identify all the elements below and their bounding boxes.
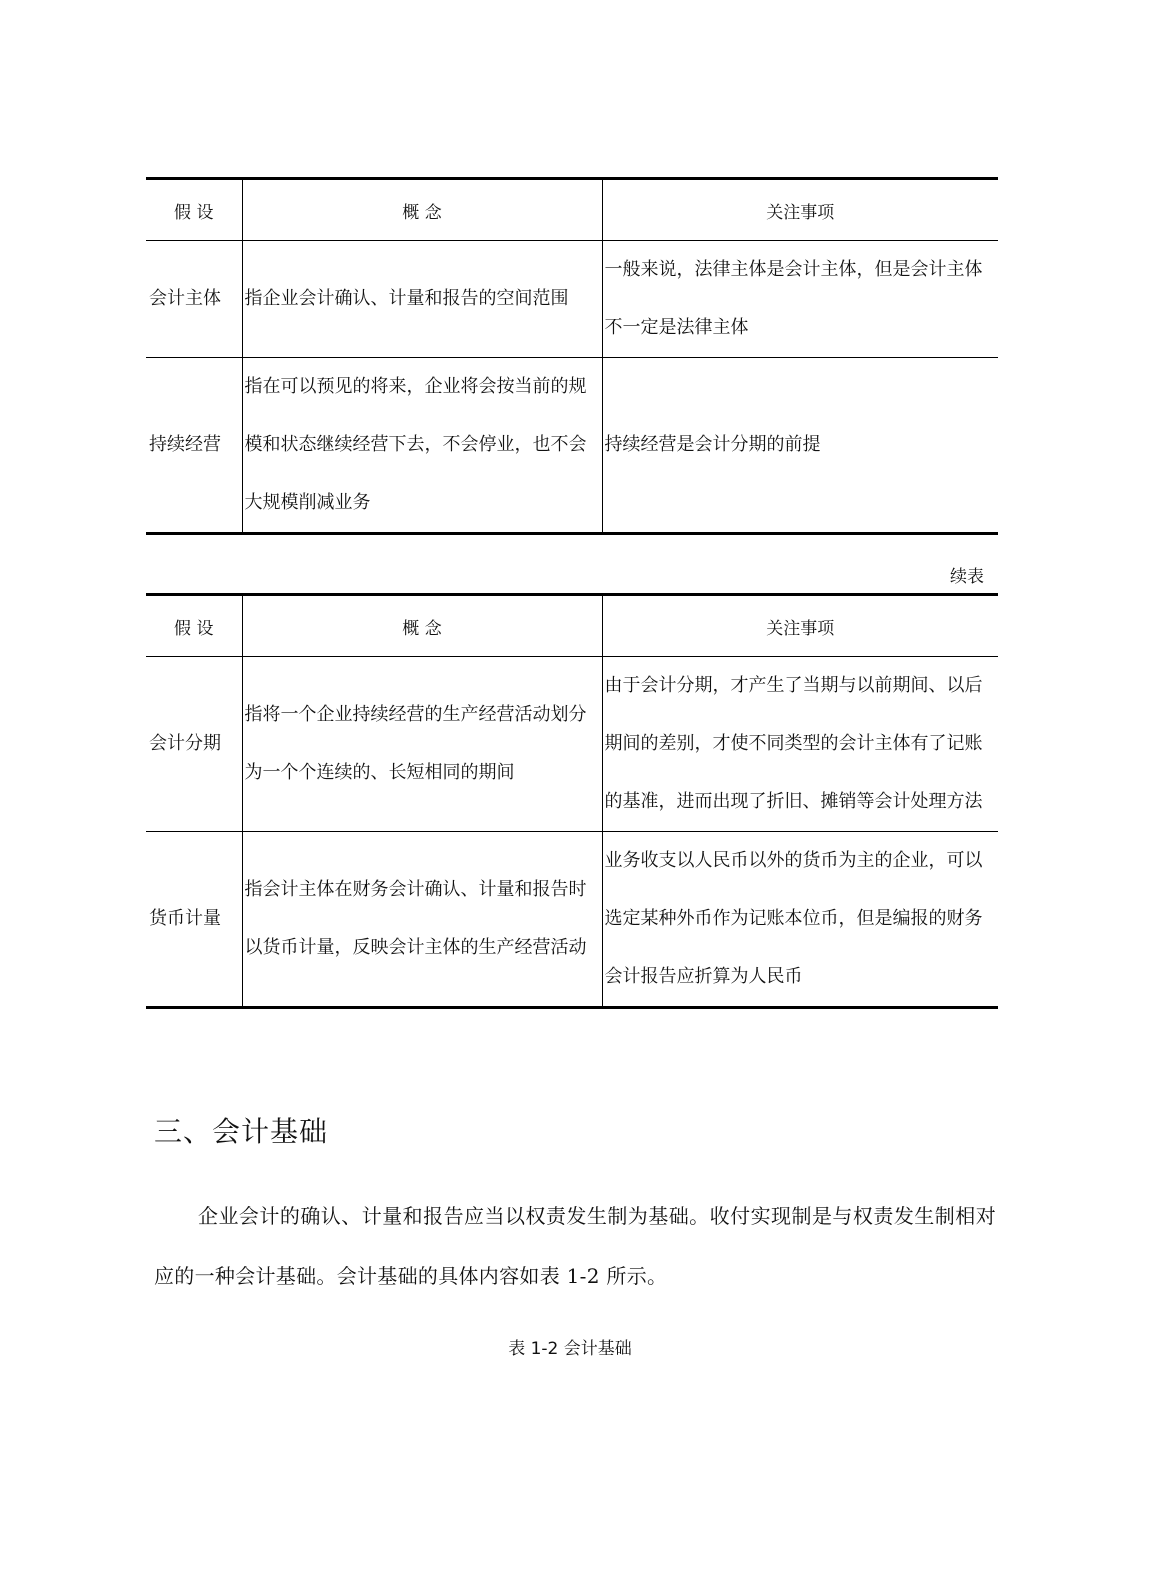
header-concept: 概 念 <box>242 595 602 657</box>
header-assumption: 假 设 <box>146 595 242 657</box>
row-notes-accounting-period: 由于会计分期，才产生了当期与以前期间、以后期间的差别，才使不同类型的会计主体有了记账的基准，进而出现了折旧、摊销等会计处理方法 <box>602 657 998 832</box>
row-assumption-monetary-measurement: 货币计量 <box>146 832 242 1008</box>
table-caption: 表 1-2 会计基础 <box>508 1339 632 1359</box>
header-concept: 概 念 <box>242 179 602 241</box>
row-concept-accounting-period: 指将一个企业持续经营的生产经营活动划分为一个个连续的、长短相同的期间 <box>242 657 602 832</box>
table-row <box>146 832 998 1008</box>
header-assumption: 假 设 <box>146 179 242 241</box>
row-concept-going-concern: 指在可以预见的将来，企业将会按当前的规模和状态继续经营下去，不会停业，也不会大规模削减业务 <box>242 358 602 534</box>
assumptions-table-part-1 <box>146 177 998 535</box>
table-header-row <box>146 595 998 657</box>
header-notes: 关注事项 <box>602 595 998 657</box>
header-notes: 关注事项 <box>602 179 998 241</box>
continued-table-label: 续表 <box>950 567 984 587</box>
section-heading: 三、会计基础 <box>154 1115 329 1148</box>
row-notes-going-concern: 持续经营是会计分期的前提 <box>602 358 998 534</box>
row-assumption-accounting-period: 会计分期 <box>146 657 242 832</box>
body-paragraph: 企业会计的确认、计量和报告应当以权责发生制为基础。收付实现制是与权责发生制相对应的一种会计基础。会计基础的具体内容如表 1-2 所示。 <box>154 1204 996 1288</box>
row-assumption-going-concern: 持续经营 <box>146 358 242 534</box>
row-notes-monetary-measurement: 业务收支以人民币以外的货币为主的企业，可以选定某种外币作为记账本位币，但是编报的财务会计报告应折算为人民币 <box>602 832 998 1008</box>
row-notes-accounting-entity: 一般来说，法律主体是会计主体，但是会计主体不一定是法律主体 <box>602 241 998 358</box>
table-row <box>146 657 998 832</box>
row-concept-accounting-entity: 指企业会计确认、计量和报告的空间范围 <box>242 241 602 358</box>
assumptions-table-part-2 <box>146 593 998 1009</box>
row-assumption-accounting-entity: 会计主体 <box>146 241 242 358</box>
table-row <box>146 358 998 534</box>
table-header-row <box>146 179 998 241</box>
row-concept-monetary-measurement: 指会计主体在财务会计确认、计量和报告时以货币计量，反映会计主体的生产经营活动 <box>242 832 602 1008</box>
table-row <box>146 241 998 358</box>
